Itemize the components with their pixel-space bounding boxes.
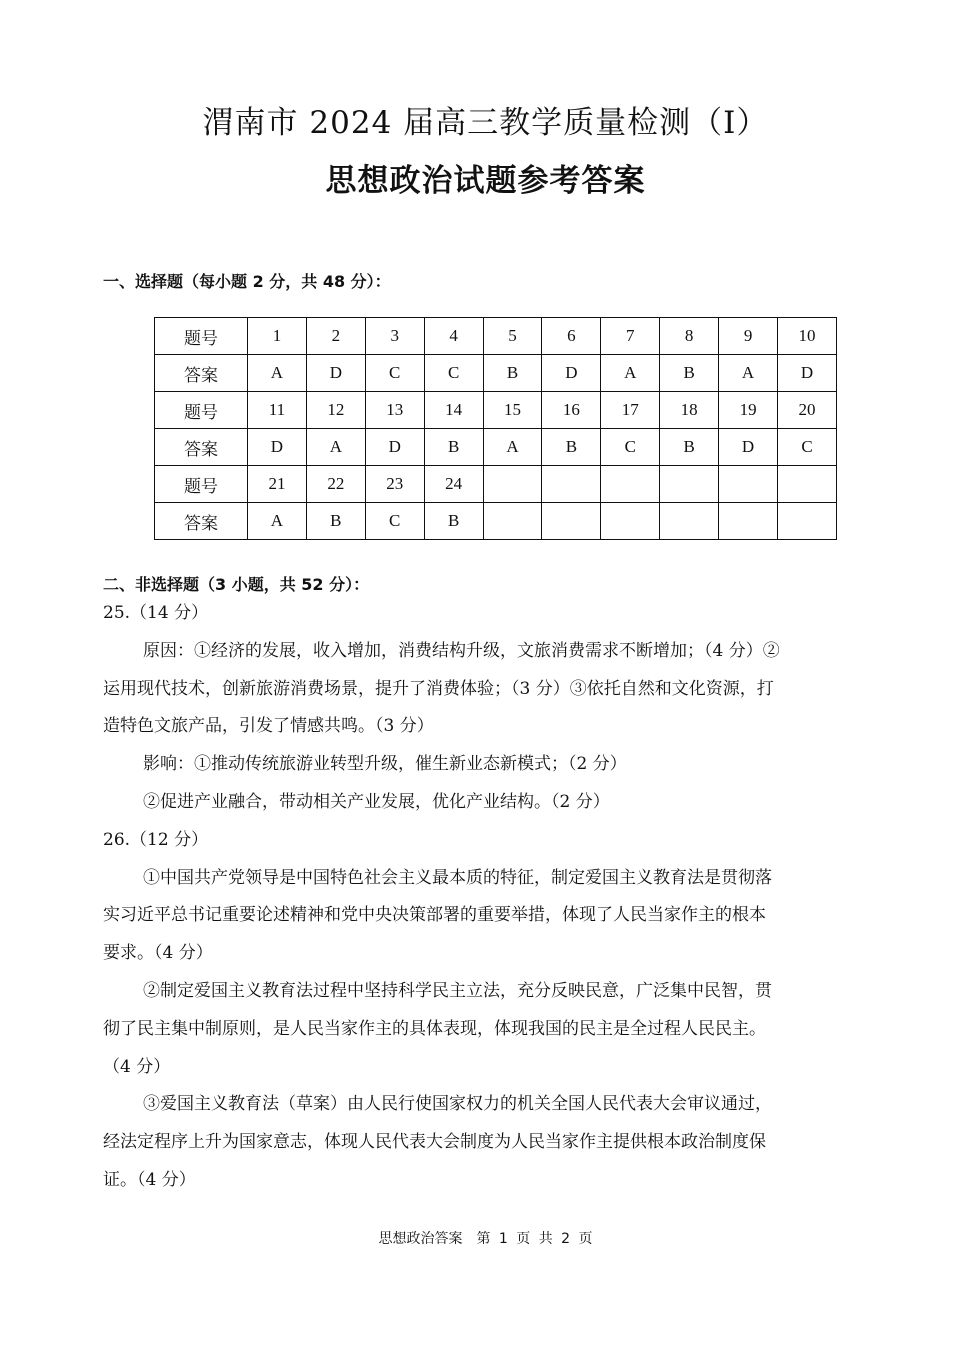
answer-cell: A: [248, 503, 307, 540]
question-number-cell: 7: [601, 318, 660, 355]
answer-cell: D: [365, 429, 424, 466]
section1-heading: 一、选择题（每小题 2 分，共 48 分）：: [103, 272, 391, 291]
answer-row: [155, 429, 837, 466]
answer-cell: B: [306, 503, 365, 540]
question-number-cell: [778, 466, 837, 503]
document-title: 渭南市 2024 届高三教学质量检测（Ⅰ）: [202, 105, 769, 141]
answer-row: [155, 503, 837, 540]
question-number-row: [155, 466, 837, 503]
answer-cell: B: [660, 429, 719, 466]
answer-cell: B: [660, 355, 719, 392]
question-number-cell: 18: [660, 392, 719, 429]
answer-cell: B: [542, 429, 601, 466]
page-footer: 思想政治答案 第 1 页 共 2 页: [378, 1231, 593, 1247]
question-number-cell: 1: [248, 318, 307, 355]
answer-cell: C: [365, 355, 424, 392]
question-number-cell: 13: [365, 392, 424, 429]
question-number-cell: 17: [601, 392, 660, 429]
question-number-cell: 14: [424, 392, 483, 429]
answer-cell: A: [306, 429, 365, 466]
question-number-cell: 8: [660, 318, 719, 355]
question-number-cell: [601, 466, 660, 503]
question-number-cell: 19: [719, 392, 778, 429]
answer-cell: [778, 503, 837, 540]
q26-line: 经法定程序上升为国家意志，体现人民代表大会制度为人民当家作主提供根本政治制度保: [103, 1132, 766, 1153]
question-number-cell: [660, 466, 719, 503]
question-number-cell: [483, 466, 542, 503]
q25-line: ②促进产业融合，带动相关产业发展，优化产业结构。（2 分）: [143, 791, 610, 812]
answer-table: [154, 317, 837, 540]
q25-line: 原因：①经济的发展，收入增加，消费结构升级，文旅消费需求不断增加；（4 分）②: [143, 640, 780, 661]
answer-cell: [719, 503, 778, 540]
row-label: 答案: [155, 429, 248, 466]
answer-cell: D: [719, 429, 778, 466]
q26-line: （4 分）: [103, 1056, 171, 1077]
answer-cell: C: [601, 429, 660, 466]
question-number-cell: 15: [483, 392, 542, 429]
question-number-cell: 10: [778, 318, 837, 355]
question-number-cell: 12: [306, 392, 365, 429]
section2-heading: 二、非选择题（3 小题，共 52 分）：: [103, 575, 370, 594]
question-number-cell: 22: [306, 466, 365, 503]
question-number-cell: [719, 466, 778, 503]
answer-cell: D: [778, 355, 837, 392]
answer-cell: [483, 503, 542, 540]
row-label: 题号: [155, 466, 248, 503]
question-number-cell: [542, 466, 601, 503]
answer-cell: C: [365, 503, 424, 540]
answer-cell: A: [601, 355, 660, 392]
answer-cell: C: [778, 429, 837, 466]
q25-line: 运用现代技术，创新旅游消费场景，提升了消费体验；（3 分）③依托自然和文化资源，打: [103, 678, 774, 699]
q25-line: 影响：①推动传统旅游业转型升级，催生新业态新模式；（2 分）: [143, 754, 627, 775]
q26-line: 彻了民主集中制原则，是人民当家作主的具体表现，体现我国的民主是全过程人民民主。: [103, 1018, 766, 1039]
answer-cell: D: [542, 355, 601, 392]
question-number-cell: 11: [248, 392, 307, 429]
answer-cell: A: [719, 355, 778, 392]
q26-line: ①中国共产党领导是中国特色社会主义最本质的特征，制定爱国主义教育法是贯彻落: [143, 867, 772, 888]
question-number-cell: 23: [365, 466, 424, 503]
question-number-cell: 5: [483, 318, 542, 355]
q26-label: 26.（12 分）: [103, 829, 209, 850]
answer-cell: [601, 503, 660, 540]
document-subtitle: 思想政治试题参考答案: [325, 163, 646, 199]
row-label: 答案: [155, 503, 248, 540]
answer-cell: D: [248, 429, 307, 466]
q26-line: 证。（4 分）: [103, 1169, 196, 1190]
q25-label: 25.（14 分）: [103, 603, 209, 623]
q26-line: ②制定爱国主义教育法过程中坚持科学民主立法，充分反映民意，广泛集中民智，贯: [143, 980, 772, 1001]
answer-cell: A: [248, 355, 307, 392]
question-number-cell: 9: [719, 318, 778, 355]
answer-cell: C: [424, 355, 483, 392]
row-label: 题号: [155, 318, 248, 355]
answer-cell: A: [483, 429, 542, 466]
answer-cell: B: [424, 429, 483, 466]
answer-body: [103, 595, 869, 1200]
q26-line: 实习近平总书记重要论述精神和党中央决策部署的重要举措，体现了人民当家作主的根本: [103, 905, 766, 926]
q26-line: ③爱国主义教育法（草案）由人民行使国家权力的机关全国人民代表大会审议通过，: [143, 1094, 772, 1115]
question-number-cell: 3: [365, 318, 424, 355]
question-number-cell: 6: [542, 318, 601, 355]
row-label: 题号: [155, 392, 248, 429]
question-number-cell: 2: [306, 318, 365, 355]
question-number-cell: 20: [778, 392, 837, 429]
question-number-cell: 21: [248, 466, 307, 503]
question-number-row: [155, 392, 837, 429]
question-number-cell: 4: [424, 318, 483, 355]
answer-cell: B: [424, 503, 483, 540]
question-number-cell: 16: [542, 392, 601, 429]
question-number-cell: 24: [424, 466, 483, 503]
answer-cell: [542, 503, 601, 540]
answer-cell: [660, 503, 719, 540]
q26-line: 要求。（4 分）: [103, 943, 213, 964]
row-label: 答案: [155, 355, 248, 392]
q25-line: 造特色文旅产品，引发了情感共鸣。（3 分）: [103, 716, 434, 737]
answer-cell: B: [483, 355, 542, 392]
answer-cell: D: [306, 355, 365, 392]
question-number-row: [155, 318, 837, 355]
answer-row: [155, 355, 837, 392]
